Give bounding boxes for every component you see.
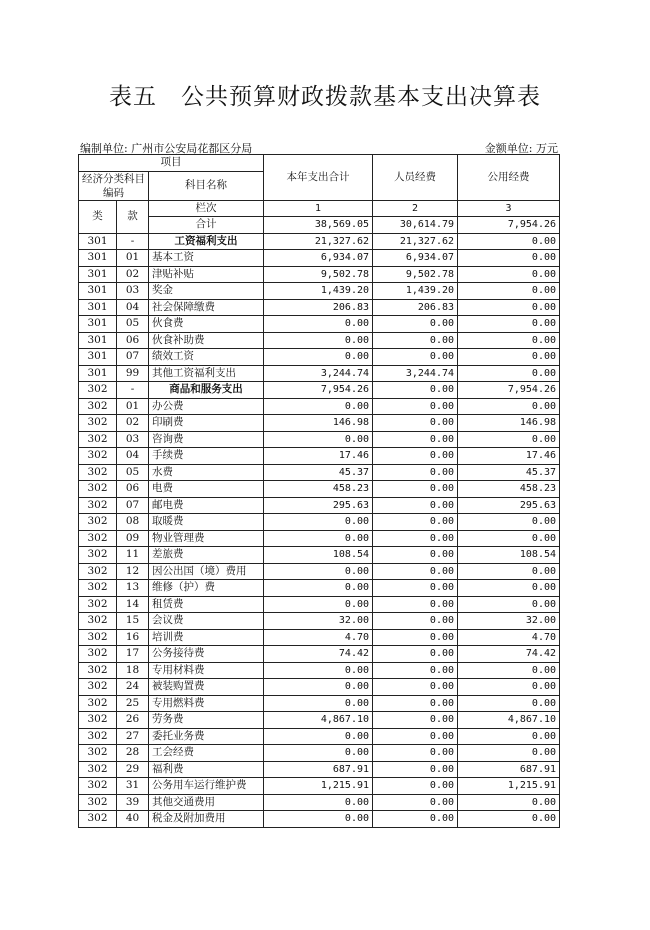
- row-item-code: 11: [117, 547, 149, 564]
- row-item-code: 14: [117, 596, 149, 613]
- row-personnel-expense: 0.00: [373, 794, 458, 811]
- row-total-expenditure: 4.70: [264, 629, 373, 646]
- row-subject-name: 培训费: [149, 629, 264, 646]
- row-class-code: 301: [79, 266, 117, 283]
- table-row: [79, 431, 560, 448]
- row-item-code: 03: [117, 431, 149, 448]
- row-total-expenditure: 1,439.20: [264, 283, 373, 300]
- row-item-code: 08: [117, 514, 149, 531]
- table-row: [79, 695, 560, 712]
- row-class-code: 302: [79, 481, 117, 498]
- row-total-expenditure: 0.00: [264, 514, 373, 531]
- header-lanci: 栏次: [149, 200, 264, 217]
- row-class-code: 302: [79, 514, 117, 531]
- row-public-expense: 4,867.10: [458, 712, 560, 729]
- row-subject-name: 办公费: [149, 398, 264, 415]
- row-total-expenditure: 21,327.62: [264, 233, 373, 250]
- row-public-expense: 0.00: [458, 266, 560, 283]
- row-item-code: 25: [117, 695, 149, 712]
- row-class-code: 302: [79, 431, 117, 448]
- row-subject-name: 印刷费: [149, 415, 264, 432]
- row-personnel-expense: 0.00: [373, 695, 458, 712]
- row-item-code: 26: [117, 712, 149, 729]
- row-personnel-expense: 0.00: [373, 580, 458, 597]
- page-title: 表五 公共预算财政拨款基本支出决算表: [109, 84, 541, 110]
- row-subject-name: 邮电费: [149, 497, 264, 514]
- row-class-code: 301: [79, 365, 117, 382]
- row-total-expenditure: 0.00: [264, 398, 373, 415]
- table-row: [79, 712, 560, 729]
- row-public-expense: 295.63: [458, 497, 560, 514]
- row-total-expenditure: 108.54: [264, 547, 373, 564]
- row-class-code: 301: [79, 250, 117, 267]
- row-personnel-expense: 0.00: [373, 316, 458, 333]
- row-class-code: 302: [79, 761, 117, 778]
- row-item-code: 99: [117, 365, 149, 382]
- row-item-code: 07: [117, 349, 149, 366]
- row-class-code: 301: [79, 349, 117, 366]
- header-econ-class: 经济分类科目编码: [79, 171, 149, 200]
- row-public-expense: 108.54: [458, 547, 560, 564]
- row-public-expense: 0.00: [458, 745, 560, 762]
- row-public-expense: 0.00: [458, 695, 560, 712]
- row-total-expenditure: 3,244.74: [264, 365, 373, 382]
- table-row: [79, 481, 560, 498]
- row-item-code: 28: [117, 745, 149, 762]
- row-subject-name: 绩效工资: [149, 349, 264, 366]
- row-class-code: 302: [79, 712, 117, 729]
- row-subject-name: 其他交通费用: [149, 794, 264, 811]
- total-col2: 30,614.79: [373, 217, 458, 234]
- row-item-code: 05: [117, 316, 149, 333]
- row-personnel-expense: 0.00: [373, 679, 458, 696]
- table-row: [79, 629, 560, 646]
- row-total-expenditure: 6,934.07: [264, 250, 373, 267]
- row-total-expenditure: 1,215.91: [264, 778, 373, 795]
- row-total-expenditure: 0.00: [264, 695, 373, 712]
- row-personnel-expense: 0.00: [373, 712, 458, 729]
- row-public-expense: 0.00: [458, 332, 560, 349]
- row-personnel-expense: 0.00: [373, 563, 458, 580]
- row-subject-name: 劳务费: [149, 712, 264, 729]
- row-class-code: 301: [79, 299, 117, 316]
- expenditure-table: [78, 154, 560, 828]
- col1-number: 1: [264, 200, 373, 217]
- row-item-code: 29: [117, 761, 149, 778]
- row-item-code: 02: [117, 266, 149, 283]
- row-item-code: -: [117, 382, 149, 399]
- table-row: [79, 563, 560, 580]
- total-col3: 7,954.26: [458, 217, 560, 234]
- table-row: [79, 596, 560, 613]
- header-row-1: [79, 155, 560, 172]
- row-class-code: 302: [79, 497, 117, 514]
- table-row: [79, 514, 560, 531]
- col2-number: 2: [373, 200, 458, 217]
- row-public-expense: 4.70: [458, 629, 560, 646]
- row-public-expense: 0.00: [458, 563, 560, 580]
- row-total-expenditure: 146.98: [264, 415, 373, 432]
- row-public-expense: 0.00: [458, 530, 560, 547]
- table-row: [79, 250, 560, 267]
- row-subject-name: 工会经费: [149, 745, 264, 762]
- row-personnel-expense: 0.00: [373, 349, 458, 366]
- row-total-expenditure: 74.42: [264, 646, 373, 663]
- row-public-expense: 17.46: [458, 448, 560, 465]
- row-class-code: 301: [79, 332, 117, 349]
- row-total-expenditure: 0.00: [264, 679, 373, 696]
- row-subject-name: 因公出国（境）费用: [149, 563, 264, 580]
- table-row: [79, 679, 560, 696]
- row-item-code: 16: [117, 629, 149, 646]
- row-personnel-expense: 0.00: [373, 745, 458, 762]
- row-item-code: 18: [117, 662, 149, 679]
- row-subject-name: 伙食补助费: [149, 332, 264, 349]
- row-public-expense: 458.23: [458, 481, 560, 498]
- total-row: [79, 217, 560, 234]
- row-personnel-expense: 0.00: [373, 778, 458, 795]
- row-public-expense: 0.00: [458, 365, 560, 382]
- row-subject-name: 福利费: [149, 761, 264, 778]
- row-class-code: 301: [79, 316, 117, 333]
- row-public-expense: 0.00: [458, 514, 560, 531]
- row-subject-name: 其他工资福利支出: [149, 365, 264, 382]
- row-personnel-expense: 206.83: [373, 299, 458, 316]
- row-class-code: 302: [79, 794, 117, 811]
- row-total-expenditure: 7,954.26: [264, 382, 373, 399]
- compiling-unit: 编制单位: 广州市公安局花都区分局: [80, 142, 253, 155]
- row-total-expenditure: 0.00: [264, 794, 373, 811]
- row-subject-name: 咨询费: [149, 431, 264, 448]
- row-total-expenditure: 0.00: [264, 563, 373, 580]
- row-subject-name: 伙食费: [149, 316, 264, 333]
- row-subject-name: 公务接待费: [149, 646, 264, 663]
- row-public-expense: 0.00: [458, 233, 560, 250]
- row-public-expense: 0.00: [458, 811, 560, 828]
- row-subject-name: 被装购置费: [149, 679, 264, 696]
- row-personnel-expense: 0.00: [373, 481, 458, 498]
- row-total-expenditure: 17.46: [264, 448, 373, 465]
- row-total-expenditure: 458.23: [264, 481, 373, 498]
- row-item-code: -: [117, 233, 149, 250]
- row-item-code: 06: [117, 481, 149, 498]
- row-public-expense: 0.00: [458, 580, 560, 597]
- row-total-expenditure: 687.91: [264, 761, 373, 778]
- row-item-code: 05: [117, 464, 149, 481]
- row-subject-name: 会议费: [149, 613, 264, 630]
- row-item-code: 07: [117, 497, 149, 514]
- table-row: [79, 728, 560, 745]
- row-subject-name: 专用材料费: [149, 662, 264, 679]
- row-subject-name: 租赁费: [149, 596, 264, 613]
- table-row: [79, 233, 560, 250]
- table-row: [79, 662, 560, 679]
- row-item-code: 31: [117, 778, 149, 795]
- table-row: [79, 580, 560, 597]
- row-class-code: 301: [79, 233, 117, 250]
- row-personnel-expense: 0.00: [373, 431, 458, 448]
- row-public-expense: 32.00: [458, 613, 560, 630]
- table-row: [79, 266, 560, 283]
- row-subject-name: 手续费: [149, 448, 264, 465]
- row-total-expenditure: 45.37: [264, 464, 373, 481]
- row-item-code: 09: [117, 530, 149, 547]
- header-lei: 类: [79, 200, 117, 233]
- total-col1: 38,569.05: [264, 217, 373, 234]
- row-public-expense: 0.00: [458, 398, 560, 415]
- row-subject-name: 维修（护）费: [149, 580, 264, 597]
- row-item-code: 03: [117, 283, 149, 300]
- row-item-code: 04: [117, 299, 149, 316]
- row-public-expense: 0.00: [458, 596, 560, 613]
- header-col3: 公用经费: [458, 155, 560, 201]
- table-row: [79, 778, 560, 795]
- row-personnel-expense: 0.00: [373, 629, 458, 646]
- row-public-expense: 687.91: [458, 761, 560, 778]
- row-public-expense: 146.98: [458, 415, 560, 432]
- row-total-expenditure: 0.00: [264, 332, 373, 349]
- row-subject-name: 津贴补贴: [149, 266, 264, 283]
- row-subject-name: 电费: [149, 481, 264, 498]
- header-col2: 人员经费: [373, 155, 458, 201]
- row-class-code: 302: [79, 695, 117, 712]
- table-row: [79, 646, 560, 663]
- row-total-expenditure: 206.83: [264, 299, 373, 316]
- row-personnel-expense: 0.00: [373, 728, 458, 745]
- row-total-expenditure: 4,867.10: [264, 712, 373, 729]
- row-total-expenditure: 9,502.78: [264, 266, 373, 283]
- row-personnel-expense: 6,934.07: [373, 250, 458, 267]
- row-total-expenditure: 0.00: [264, 316, 373, 333]
- row-total-expenditure: 0.00: [264, 811, 373, 828]
- row-public-expense: 0.00: [458, 679, 560, 696]
- row-class-code: 302: [79, 629, 117, 646]
- row-personnel-expense: 0.00: [373, 662, 458, 679]
- row-item-code: 02: [117, 415, 149, 432]
- row-total-expenditure: 0.00: [264, 580, 373, 597]
- row-class-code: 302: [79, 811, 117, 828]
- row-subject-name: 水费: [149, 464, 264, 481]
- row-personnel-expense: 0.00: [373, 514, 458, 531]
- row-personnel-expense: 9,502.78: [373, 266, 458, 283]
- header-item: 项目: [79, 155, 264, 172]
- row-personnel-expense: 0.00: [373, 530, 458, 547]
- row-subject-name: 税金及附加费用: [149, 811, 264, 828]
- table-row: [79, 547, 560, 564]
- row-class-code: 302: [79, 728, 117, 745]
- row-personnel-expense: 1,439.20: [373, 283, 458, 300]
- table-row: [79, 299, 560, 316]
- row-class-code: 302: [79, 448, 117, 465]
- table-row: [79, 349, 560, 366]
- row-class-code: 302: [79, 662, 117, 679]
- row-subject-name: 社会保障缴费: [149, 299, 264, 316]
- row-item-code: 39: [117, 794, 149, 811]
- row-class-code: 302: [79, 580, 117, 597]
- row-total-expenditure: 0.00: [264, 431, 373, 448]
- table-row: [79, 530, 560, 547]
- row-item-code: 40: [117, 811, 149, 828]
- row-public-expense: 0.00: [458, 316, 560, 333]
- row-public-expense: 7,954.26: [458, 382, 560, 399]
- row-public-expense: 0.00: [458, 728, 560, 745]
- row-public-expense: 0.00: [458, 299, 560, 316]
- table-row: [79, 448, 560, 465]
- row-class-code: 302: [79, 547, 117, 564]
- row-subject-name: 物业管理费: [149, 530, 264, 547]
- row-personnel-expense: 0.00: [373, 415, 458, 432]
- row-personnel-expense: 0.00: [373, 464, 458, 481]
- row-item-code: 17: [117, 646, 149, 663]
- row-personnel-expense: 0.00: [373, 596, 458, 613]
- table-row: [79, 316, 560, 333]
- row-total-expenditure: 0.00: [264, 530, 373, 547]
- row-class-code: 302: [79, 679, 117, 696]
- row-personnel-expense: 21,327.62: [373, 233, 458, 250]
- row-personnel-expense: 0.00: [373, 547, 458, 564]
- col3-number: 3: [458, 200, 560, 217]
- row-subject-name: 公务用车运行维护费: [149, 778, 264, 795]
- table-row: [79, 464, 560, 481]
- header-kuan: 款: [117, 200, 149, 233]
- header-col1: 本年支出合计: [264, 155, 373, 201]
- row-item-code: 15: [117, 613, 149, 630]
- row-item-code: 06: [117, 332, 149, 349]
- table-row: [79, 283, 560, 300]
- table-row: [79, 415, 560, 432]
- row-item-code: 12: [117, 563, 149, 580]
- table-row: [79, 382, 560, 399]
- table-row: [79, 613, 560, 630]
- row-total-expenditure: 32.00: [264, 613, 373, 630]
- row-public-expense: 0.00: [458, 431, 560, 448]
- row-class-code: 302: [79, 613, 117, 630]
- row-subject-name: 奖金: [149, 283, 264, 300]
- row-class-code: 302: [79, 382, 117, 399]
- row-public-expense: 74.42: [458, 646, 560, 663]
- row-total-expenditure: 0.00: [264, 745, 373, 762]
- table-row: [79, 794, 560, 811]
- row-public-expense: 0.00: [458, 283, 560, 300]
- row-class-code: 302: [79, 563, 117, 580]
- row-class-code: 302: [79, 415, 117, 432]
- row-subject-name: 基本工资: [149, 250, 264, 267]
- row-personnel-expense: 0.00: [373, 382, 458, 399]
- row-personnel-expense: 0.00: [373, 497, 458, 514]
- amount-unit: 金额单位: 万元: [484, 142, 558, 155]
- row-subject-name: 差旅费: [149, 547, 264, 564]
- row-class-code: 301: [79, 283, 117, 300]
- row-personnel-expense: 0.00: [373, 613, 458, 630]
- row-item-code: 01: [117, 250, 149, 267]
- row-class-code: 302: [79, 464, 117, 481]
- row-class-code: 302: [79, 596, 117, 613]
- row-public-expense: 0.00: [458, 349, 560, 366]
- row-item-code: 13: [117, 580, 149, 597]
- row-personnel-expense: 0.00: [373, 332, 458, 349]
- row-public-expense: 0.00: [458, 794, 560, 811]
- row-class-code: 302: [79, 530, 117, 547]
- row-total-expenditure: 0.00: [264, 596, 373, 613]
- row-class-code: 302: [79, 745, 117, 762]
- row-personnel-expense: 0.00: [373, 761, 458, 778]
- row-subject-name: 取暖费: [149, 514, 264, 531]
- row-item-code: 24: [117, 679, 149, 696]
- table-row: [79, 497, 560, 514]
- row-item-code: 04: [117, 448, 149, 465]
- table-row: [79, 365, 560, 382]
- row-personnel-expense: 3,244.74: [373, 365, 458, 382]
- row-subject-name: 商品和服务支出: [149, 382, 264, 399]
- row-personnel-expense: 0.00: [373, 398, 458, 415]
- row-subject-name: 专用燃料费: [149, 695, 264, 712]
- row-public-expense: 1,215.91: [458, 778, 560, 795]
- row-subject-name: 委托业务费: [149, 728, 264, 745]
- table-row: [79, 398, 560, 415]
- row-total-expenditure: 295.63: [264, 497, 373, 514]
- row-public-expense: 0.00: [458, 250, 560, 267]
- row-public-expense: 0.00: [458, 662, 560, 679]
- row-item-code: 27: [117, 728, 149, 745]
- table-row: [79, 761, 560, 778]
- table-row: [79, 745, 560, 762]
- row-personnel-expense: 0.00: [373, 811, 458, 828]
- table-row: [79, 332, 560, 349]
- row-public-expense: 45.37: [458, 464, 560, 481]
- header-subject-name: 科目名称: [149, 171, 264, 200]
- row-personnel-expense: 0.00: [373, 448, 458, 465]
- row-personnel-expense: 0.00: [373, 646, 458, 663]
- table-row: [79, 811, 560, 828]
- row-class-code: 302: [79, 778, 117, 795]
- row-total-expenditure: 0.00: [264, 662, 373, 679]
- row-total-expenditure: 0.00: [264, 728, 373, 745]
- header-row-lanci: [79, 200, 560, 217]
- row-total-expenditure: 0.00: [264, 349, 373, 366]
- row-item-code: 01: [117, 398, 149, 415]
- row-subject-name: 工资福利支出: [149, 233, 264, 250]
- row-class-code: 302: [79, 646, 117, 663]
- row-class-code: 302: [79, 398, 117, 415]
- total-label: 合计: [149, 217, 264, 234]
